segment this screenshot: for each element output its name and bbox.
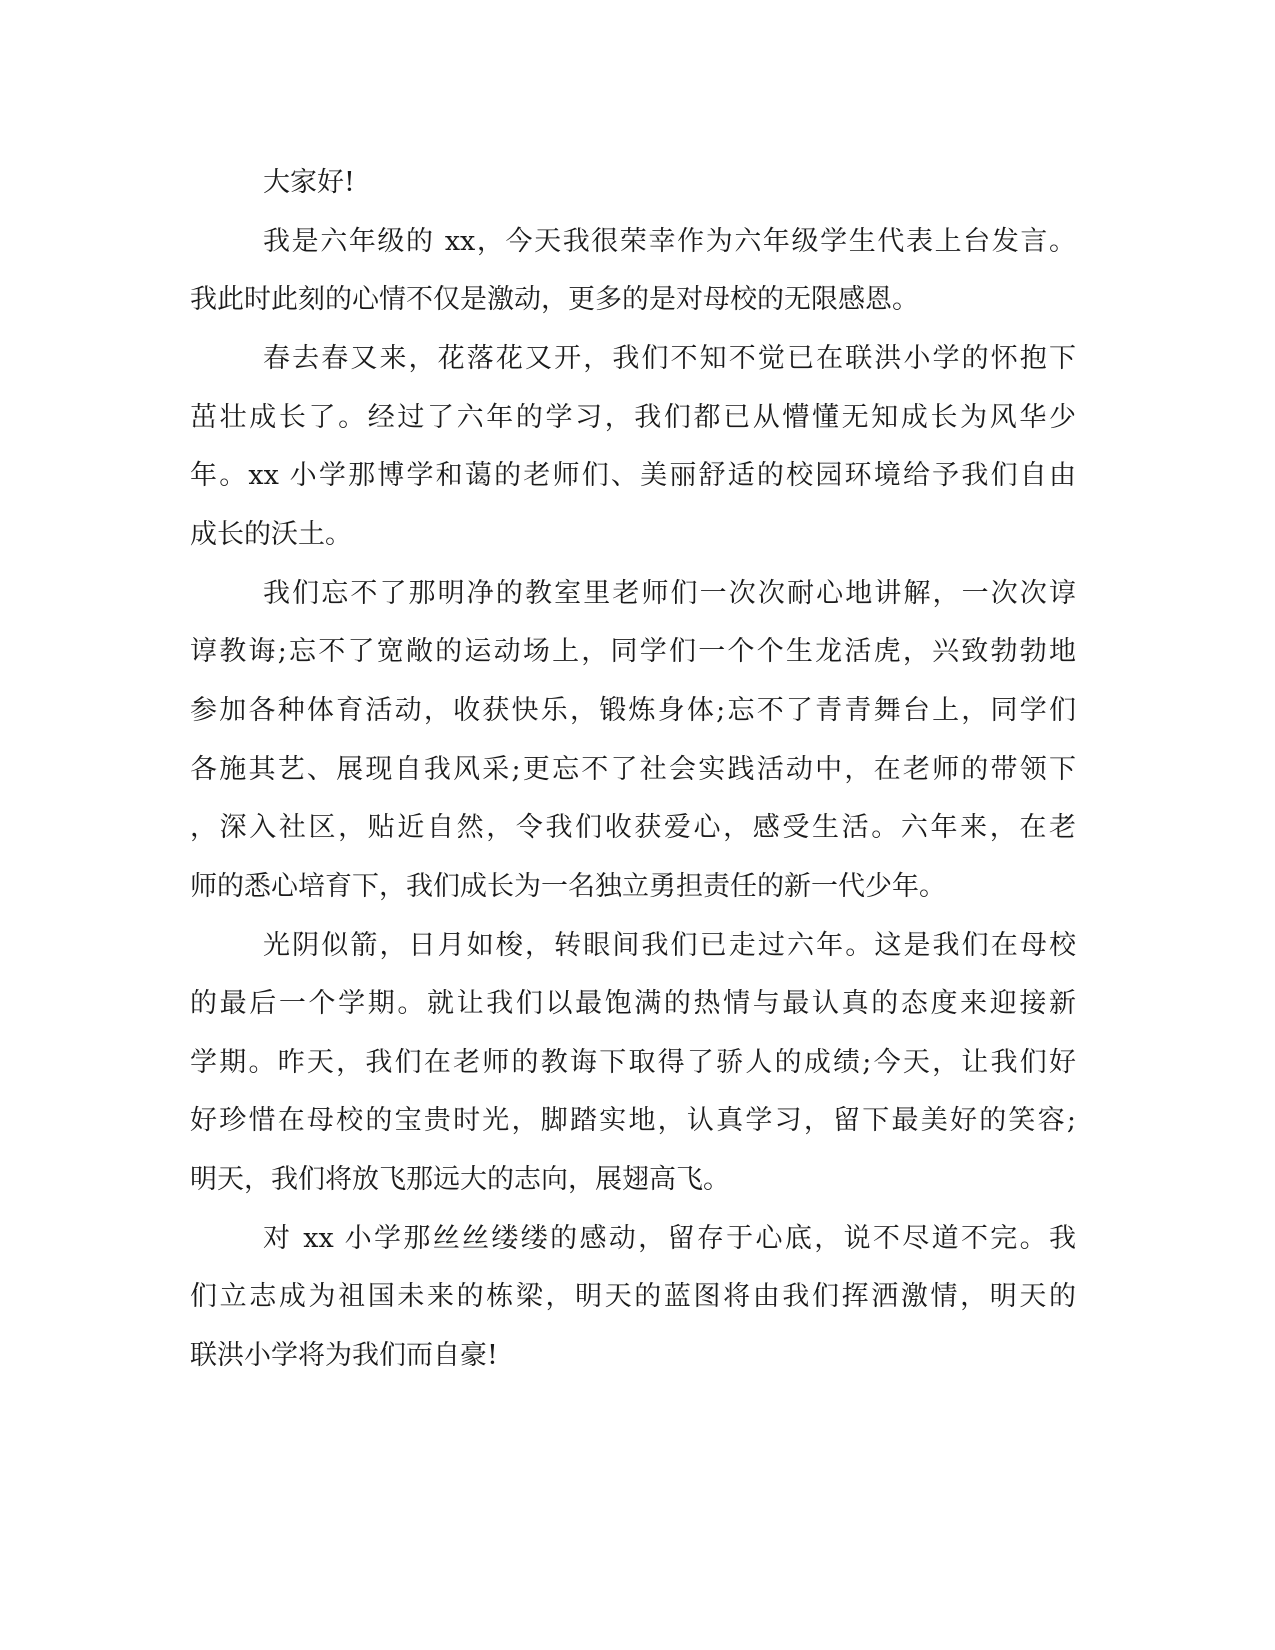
paragraph-4-line-3: 学期。昨天，我们在老师的教诲下取得了骄人的成绩;今天，让我们好 bbox=[190, 1047, 1076, 1078]
paragraph-4-line-5: 明天，我们将放飞那远大的志向，展翅高飞。 bbox=[190, 1164, 730, 1195]
paragraph-3-line-3: 参加各种体育活动，收获快乐，锻炼身体;忘不了青青舞台上，同学们 bbox=[190, 695, 1076, 726]
paragraph-3-line-4: 各施其艺、展现自我风采;更忘不了社会实践活动中，在老师的带领下 bbox=[190, 754, 1076, 785]
paragraph-2-line-2: 茁壮成长了。经过了六年的学习，我们都已从懵懂无知成长为风华少 bbox=[190, 402, 1076, 433]
paragraph-2-line-3: 年。xx 小学那博学和蔼的老师们、美丽舒适的校园环境给予我们自由 bbox=[190, 460, 1076, 491]
paragraph-2-line-4: 成长的沃土。 bbox=[190, 519, 352, 550]
paragraph-2-line-1: 春去春又来，花落花又开，我们不知不觉已在联洪小学的怀抱下 bbox=[263, 343, 1076, 374]
paragraph-4-line-4: 好珍惜在母校的宝贵时光，脚踏实地，认真学习，留下最美好的笑容; bbox=[190, 1105, 1076, 1136]
paragraph-4-line-2: 的最后一个学期。就让我们以最饱满的热情与最认真的态度来迎接新 bbox=[190, 988, 1076, 1019]
paragraph-3-line-1: 我们忘不了那明净的教室里老师们一次次耐心地讲解，一次次谆 bbox=[263, 578, 1076, 609]
paragraph-1-line-1: 我是六年级的 xx，今天我很荣幸作为六年级学生代表上台发言。 bbox=[263, 226, 1076, 257]
paragraph-3-line-5: ，深入社区，贴近自然，令我们收获爱心，感受生活。六年来，在老 bbox=[190, 812, 1076, 843]
paragraph-5-line-1: 对 xx 小学那丝丝缕缕的感动，留存于心底，说不尽道不完。我 bbox=[263, 1223, 1076, 1254]
paragraph-1-line-2: 我此时此刻的心情不仅是激动，更多的是对母校的无限感恩。 bbox=[190, 284, 919, 315]
greeting-line: 大家好! bbox=[263, 167, 355, 198]
paragraph-3-line-6: 师的悉心培育下，我们成长为一名独立勇担责任的新一代少年。 bbox=[190, 871, 946, 902]
paragraph-4-line-1: 光阴似箭，日月如梭，转眼间我们已走过六年。这是我们在母校 bbox=[263, 930, 1076, 961]
paragraph-5-line-2: 们立志成为祖国未来的栋梁，明天的蓝图将由我们挥洒激情，明天的 bbox=[190, 1281, 1076, 1312]
paragraph-5-line-3: 联洪小学将为我们而自豪! bbox=[190, 1340, 498, 1371]
paragraph-3-line-2: 谆教诲;忘不了宽敞的运动场上，同学们一个个生龙活虎，兴致勃勃地 bbox=[190, 636, 1076, 667]
